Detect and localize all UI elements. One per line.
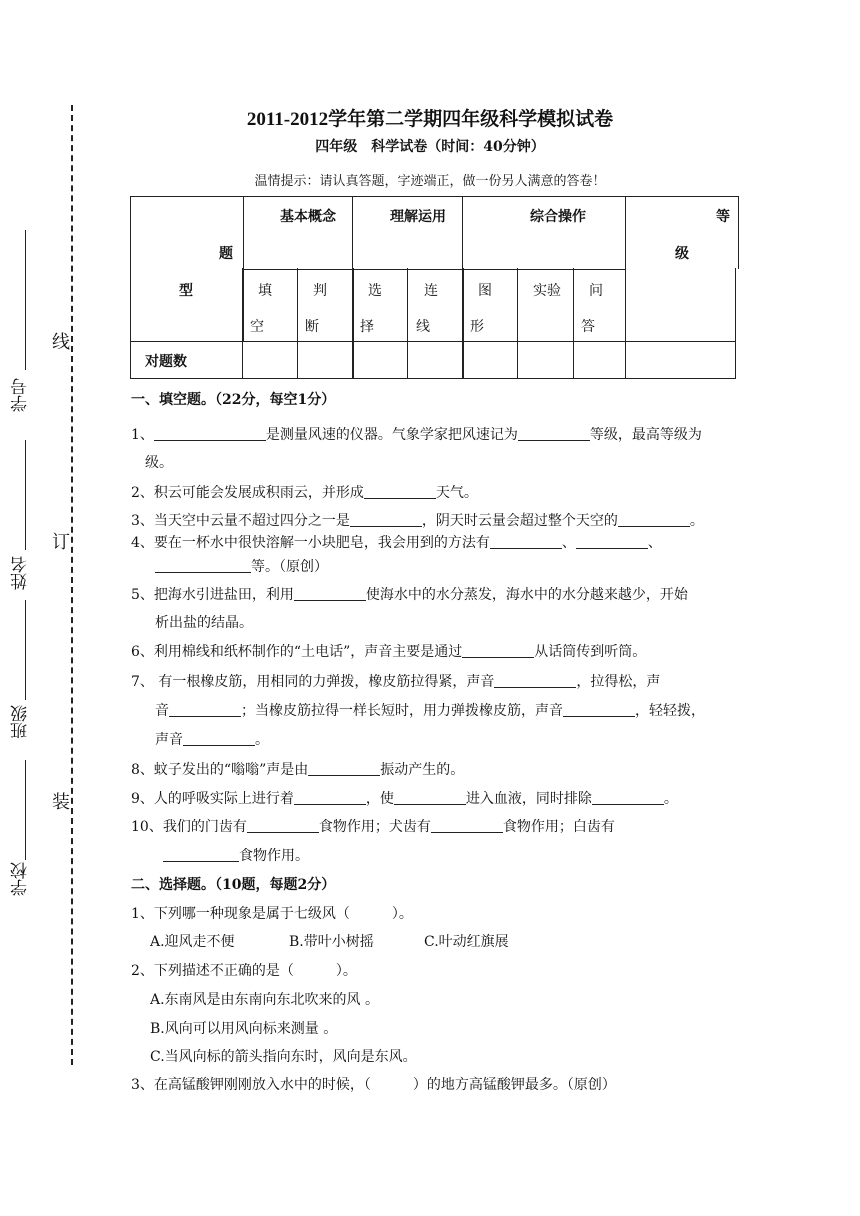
subcol-judge-1: 判 [313, 283, 327, 299]
subcol-qa-2: 答 [581, 319, 595, 335]
binding-dashed-line [71, 105, 73, 1065]
s1-q9-blank3[interactable] [592, 790, 664, 805]
s2-q2-opt-c[interactable]: C.当风向标的箭头指向东时，风向是东风。 [150, 1049, 417, 1065]
class-blank[interactable] [25, 600, 26, 700]
s1-q10-blank3[interactable] [163, 847, 239, 862]
subcol-qa-1: 问 [589, 283, 603, 299]
s1-q7-cont2: 声音 。 [155, 732, 269, 748]
s1-q3-blank1[interactable] [350, 512, 422, 527]
row-header-2: 型 [179, 283, 193, 299]
s1-q2: 2、积云可能会发展成积雨云，并形成 天气。 [131, 485, 478, 501]
subcol-judge-2: 断 [305, 319, 319, 335]
s1-q4-blank1[interactable] [490, 534, 562, 549]
binding-word-bind: 装 [52, 792, 70, 813]
exam-tip: 温情提示：请认真答题，字迹端正，做一份另人满意的答卷！ [254, 174, 606, 189]
s1-q10-blank2[interactable] [431, 818, 503, 833]
group-operation: 综合操作 [530, 209, 586, 225]
school-blank[interactable] [25, 760, 26, 860]
binding-word-order: 订 [52, 532, 70, 553]
s1-q5-blank[interactable] [294, 586, 366, 601]
s1-q10-cont: 食物作用。 [163, 845, 309, 865]
s1-q1-blank1[interactable] [154, 426, 266, 441]
name-blank[interactable] [25, 440, 26, 550]
subcol-figure-2: 形 [470, 319, 484, 335]
s1-q7-blank4[interactable] [183, 731, 255, 746]
s1-q7-blank2[interactable] [169, 702, 241, 717]
s1-q4: 4、要在一杯水中很快溶解一小块肥皂，我会用到的方法有 、 、 [131, 535, 662, 551]
s1-q5: 5、把海水引进盐田，利用 使海水中的水分蒸发，海水中的水分越来越少，开始 [131, 587, 688, 603]
s1-q1-blank2[interactable] [518, 426, 590, 441]
subcol-choice-2: 择 [360, 319, 374, 335]
subcol-fill-2: 空 [250, 319, 264, 335]
s1-q5-cont: 析出盐的结晶。 [155, 615, 253, 631]
school-label: 学校 [11, 862, 31, 896]
s1-q6-blank[interactable] [462, 643, 534, 658]
s1-q9: 9、人的呼吸实际上进行着 ，使 进入血液，同时排除 。 [131, 791, 678, 807]
grade-header-1: 等 [716, 209, 730, 225]
s1-q2-blank[interactable] [364, 484, 436, 499]
group-basic-concepts: 基本概念 [280, 209, 336, 225]
binding-word-line: 线 [52, 332, 70, 353]
subcol-choice-1: 选 [368, 283, 382, 299]
group-application: 理解运用 [390, 209, 446, 225]
row-header-1: 题 [219, 246, 233, 262]
s1-q8-blank[interactable] [308, 761, 380, 776]
s1-q1: 1、 是测量风速的仪器。气象学家把风速记为 等级，最高等级为 [131, 427, 702, 443]
subcol-figure-1: 图 [478, 283, 492, 299]
s1-q8: 8、蚊子发出的“嗡嗡”声是由 振动产生的。 [131, 762, 465, 778]
s1-q10: 10、我们的门齿有 食物作用；犬齿有 食物作用；白齿有 [131, 819, 615, 835]
s2-q1-opt-c[interactable]: C.叶动红旗展 [424, 934, 509, 950]
s2-q1-opt-a[interactable]: A.迎风走不便 [150, 934, 235, 950]
s2-q2-opt-a[interactable]: A.东南风是由东南向东北吹来的风 。 [150, 992, 380, 1008]
subcol-experiment: 实验 [533, 283, 561, 299]
exam-title: 2011-2012学年第二学期四年级科学模拟试卷 [246, 109, 614, 130]
s1-q3-blank2[interactable] [618, 512, 690, 527]
s1-q9-blank1[interactable] [294, 790, 366, 805]
student-no-blank[interactable] [25, 230, 26, 370]
s1-q6: 6、利用棉线和纸杯制作的“土电话”，声音主要是通过 从话筒传到听筒。 [131, 644, 647, 660]
s2-q1-opt-b[interactable]: B.带叶小树摇 [289, 934, 374, 950]
s1-q9-blank2[interactable] [394, 790, 466, 805]
s1-q4-blank2[interactable] [576, 534, 648, 549]
correct-count-label: 对题数 [145, 354, 187, 370]
s1-q7-cont1: 音 ；当橡皮筋拉得一样长短时，用力弹拨橡皮筋，声音 ，轻轻拨， [155, 703, 705, 719]
s2-q1: 1、下列哪一种现象是属于七级风（ ）。 [131, 906, 413, 922]
s1-q7-blank1[interactable] [494, 673, 576, 688]
section2-heading: 二、选择题。（10题，每题2分） [131, 877, 336, 893]
s1-q10-blank1[interactable] [247, 818, 319, 833]
s1-q4-blank3[interactable] [155, 558, 251, 573]
s1-q7: 7、 有一根橡皮筋，用相同的力弹拨，橡皮筋拉得紧，声音 ，拉得松，声 [131, 674, 661, 690]
s1-q7-blank3[interactable] [563, 702, 635, 717]
s2-q3: 3、在高锰酸钾刚刚放入水中的时候，（ ）的地方高锰酸钾最多。（原创） [131, 1077, 616, 1093]
grade-header-2: 级 [675, 246, 689, 262]
subcol-match-2: 线 [416, 319, 430, 335]
s1-q1-cont: 级。 [145, 455, 173, 471]
s1-q3: 3、当天空中云量不超过四分之一是 ，阴天时云量会超过整个天空的 。 [131, 513, 704, 529]
subcol-match-1: 连 [424, 283, 438, 299]
name-label: 姓名 [11, 556, 31, 590]
exam-subtitle: 四年级 科学试卷（时间：40分钟） [315, 139, 545, 155]
subcol-fill-1: 填 [258, 283, 272, 299]
class-label: 班级 [11, 705, 31, 739]
s2-q2: 2、下列描述不正确的是（ ）。 [131, 963, 357, 979]
s2-q2-opt-b[interactable]: B.风向可以用风向标来测量 。 [150, 1021, 338, 1037]
student-no-label: 学号 [11, 378, 31, 412]
s1-q4-cont: 等。（原创） [155, 556, 328, 576]
section1-heading: 一、填空题。（22分，每空1分） [131, 392, 336, 408]
